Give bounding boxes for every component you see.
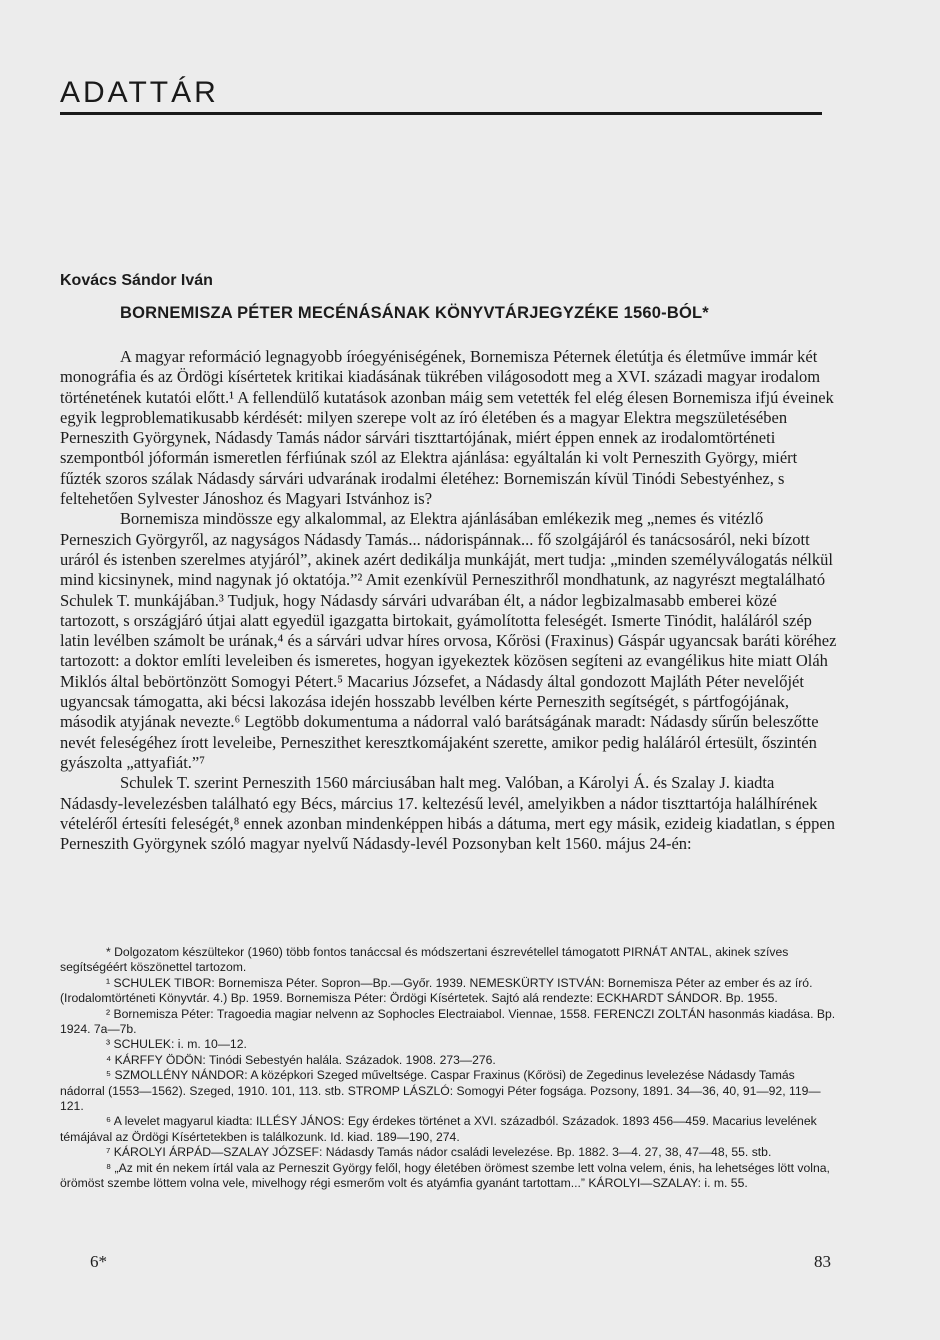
footnotes xyxy=(60,945,838,1192)
article-title: BORNEMISZA PÉTER MECÉNÁSÁNAK KÖNYVTÁRJEGYZÉKE 1560-BÓL* xyxy=(120,304,709,322)
page-number: 83 xyxy=(814,1252,831,1271)
footnote-7: ⁷ KÁROLYI ÁRPÁD—SZALAY JÓZSEF: Nádasdy Tamás nádor családi levelezése. Bp. 1882. 3—4. 27, 38, 47—48, 55. stb. xyxy=(106,1145,772,1160)
signature-mark: 6* xyxy=(90,1252,107,1271)
footnote-star: * Dolgozatom készültekor (1960) több fontos tanáccsal és módszertani észrevétellel támogatott PIRNÁT ANTAL, akinek szíves segítségéért köszönettel tartozom. xyxy=(60,945,789,975)
section-heading: ADATTÁR xyxy=(60,76,219,109)
paragraph-1: A magyar reformáció legnagyobb íróegyéniségének, Bornemisza Péternek életútja és életműve immár két monográfia és az Ördögi kísértetek kritikai kiadásának tükrében világosodott meg a XVI. századi magyar irodalom történetének kutatói előtt.¹ A fellendülő kutatások azonban máig sem vetették fel elég élesen Bornemisza ifjú éveinek egyik legproblematikusabb kérdését: milyen szerepe volt az író életében és a magyar Elektra megszületésében Perneszith Györgynek, Nádasdy Tamás nádor sárvári tiszttartójának, miért éppen ennek az irodalomtörténeti szempontból jóformán ismeretlen férfiúnak szól az Elektra ajánlása: egyáltalán ki volt Perneszith György, miért fűzték szoros szálak Nádasdy sárvári udvarának irodalmi életéhez: Bornemiszán kívül Tinódi Sebestyénhez, s feltehetően Sylvester Jánoshoz és Magyari Istvánhoz is? xyxy=(60,347,834,509)
footnote-8: ⁸ „Az mit én nekem írtál vala az Perneszit György felől, hogy életében örömest szembe lett volna velem, énis, ha lehetséges lött volna, örömöst szembe löttem volna vele, mivelhogy régi esmerőm volt és atyámfia gyanánt tartottam...” KÁROLYI—SZALAY: i. m. 55. xyxy=(60,1160,830,1191)
header-rule xyxy=(60,112,822,115)
article-author: Kovács Sándor Iván xyxy=(60,272,213,289)
paragraph-3: Schulek T. szerint Perneszith 1560 márciusában halt meg. Valóban, a Károlyi Á. és Szalay J. kiadta Nádasdy-levelezésben található egy Bécs, március 17. keltezésű levél, amelyikben a nádor tiszttartója halálhírének vételéről értesíti feleségét,⁸ ennek azonban mindenképpen hibás a dátuma, mert egy másik, ezideig kiadatlan, s éppen Perneszith Györgynek szóló magyar nyelvű Nádasdy-levél Pozsonyban kelt 1560. május 24-én: xyxy=(60,773,836,854)
footnote-1: ¹ SCHULEK TIBOR: Bornemisza Péter. Sopron—Bp.—Győr. 1939. NEMESKÜRTY ISTVÁN: Bornemisza Péter az ember és az író. (Irodalomtörténeti Könyvtár. 4.) Bp. 1959. Bornemisza Péter: Ördögi Kísértetek. Sajtó alá rendezte: ECKHARDT SÁNDOR. Bp. 1955. xyxy=(60,975,813,1006)
footnote-6: ⁶ A levelet magyarul kiadta: ILLÉSY JÁNOS: Egy érdekes történet a XVI. századból. Századok. 1893 456—459. Macarius levelének témájával az Ördögi Kísértetekben is találkozunk. Id. kiad. 189—190, 274. xyxy=(60,1114,817,1144)
footnote-3: ³ SCHULEK: i. m. 10—12. xyxy=(106,1037,247,1052)
article-body xyxy=(60,347,838,854)
footnote-2: ² Bornemisza Péter: Tragoedia magiar nelvenn az Sophocles Electraiabol. Viennae, 1558. FERENCZI ZOLTÁN hasonmás kiadása. Bp. 1924. 7a—7b. xyxy=(60,1006,836,1037)
paragraph-2: Bornemisza mindössze egy alkalommal, az Elektra ajánlásában emlékezik meg „nemes és vitézlő Perneszich Györgyről, az nagyságos Nádasdy Tamás... nádorispánnak... fő szolgájáról és tanácsosáról, neki bízott uráról és istenben szerelmes atyjáról”, akinek azért dedikálja munkáját, mert tudja: „minden személyválogatás nélkül mind kicsinynek, mind nagynak jó oktatója.”² Amit ezenkívül Perneszithről mondhatunk, az nagyrészt megtalálható Schulek T. munkájában.³ Tudjuk, hogy Nádasdy sárvári udvarában élt, a nádor legbizalmasabb emberei közé tartozott, s országjáró útjai alatt egyedül igazgatta birtokait, gyámolította feleségét. Ismerte Tinódit, haláláról szép latin levélben számolt be urának,⁴ és a sárvári udvar híres orvosa, Kőrösi (Fraxinus) Gáspár ugyancsak baráti köréhez tartozott: a doktor említi leveleiben és ismeretes, hogyan igyekeztek közösen segíteni az evangélikus hite miatt Oláh Miklós által bebörtönzött Somogyi Pétert.⁵ Macarius Józsefet, a Nádasdy által gondozott Majláth Péter nevelőjét ugyancsak támogatta, aki bécsi lakozása idején hosszabb levélben kérte Perneszith segítségét, s pártfogójának, második atyjának nevezte.⁶ Legtöbb dokumentuma a nádorral való barátságának maradt: Nádasdy sűrűn beleszőtte nevét feleségéhez írott leveleibe, Perneszithet keresztkomájaként szerette, amikor pedig haláláról értesült, őszintén gyászolta „attyafiát.”⁷ xyxy=(60,509,837,772)
footnote-5: ⁵ SZMOLLÉNY NÁNDOR: A középkori Szeged műveltsége. Caspar Fraxinus (Kőrösi) de Zegedinus levelezése Nádasdy Tamás nádorral (1553—1562). Szeged, 1910. 101, 113. stb. STROMP LÁSZLÓ: Somogyi Péter fogsága. Pozsony, 1891. 34—36, 40, 91—92, 119—121. xyxy=(60,1068,821,1114)
footnote-4: ⁴ KÁRFFY ÖDÖN: Tinódi Sebestyén halála. Századok. 1908. 273—276. xyxy=(106,1052,496,1067)
